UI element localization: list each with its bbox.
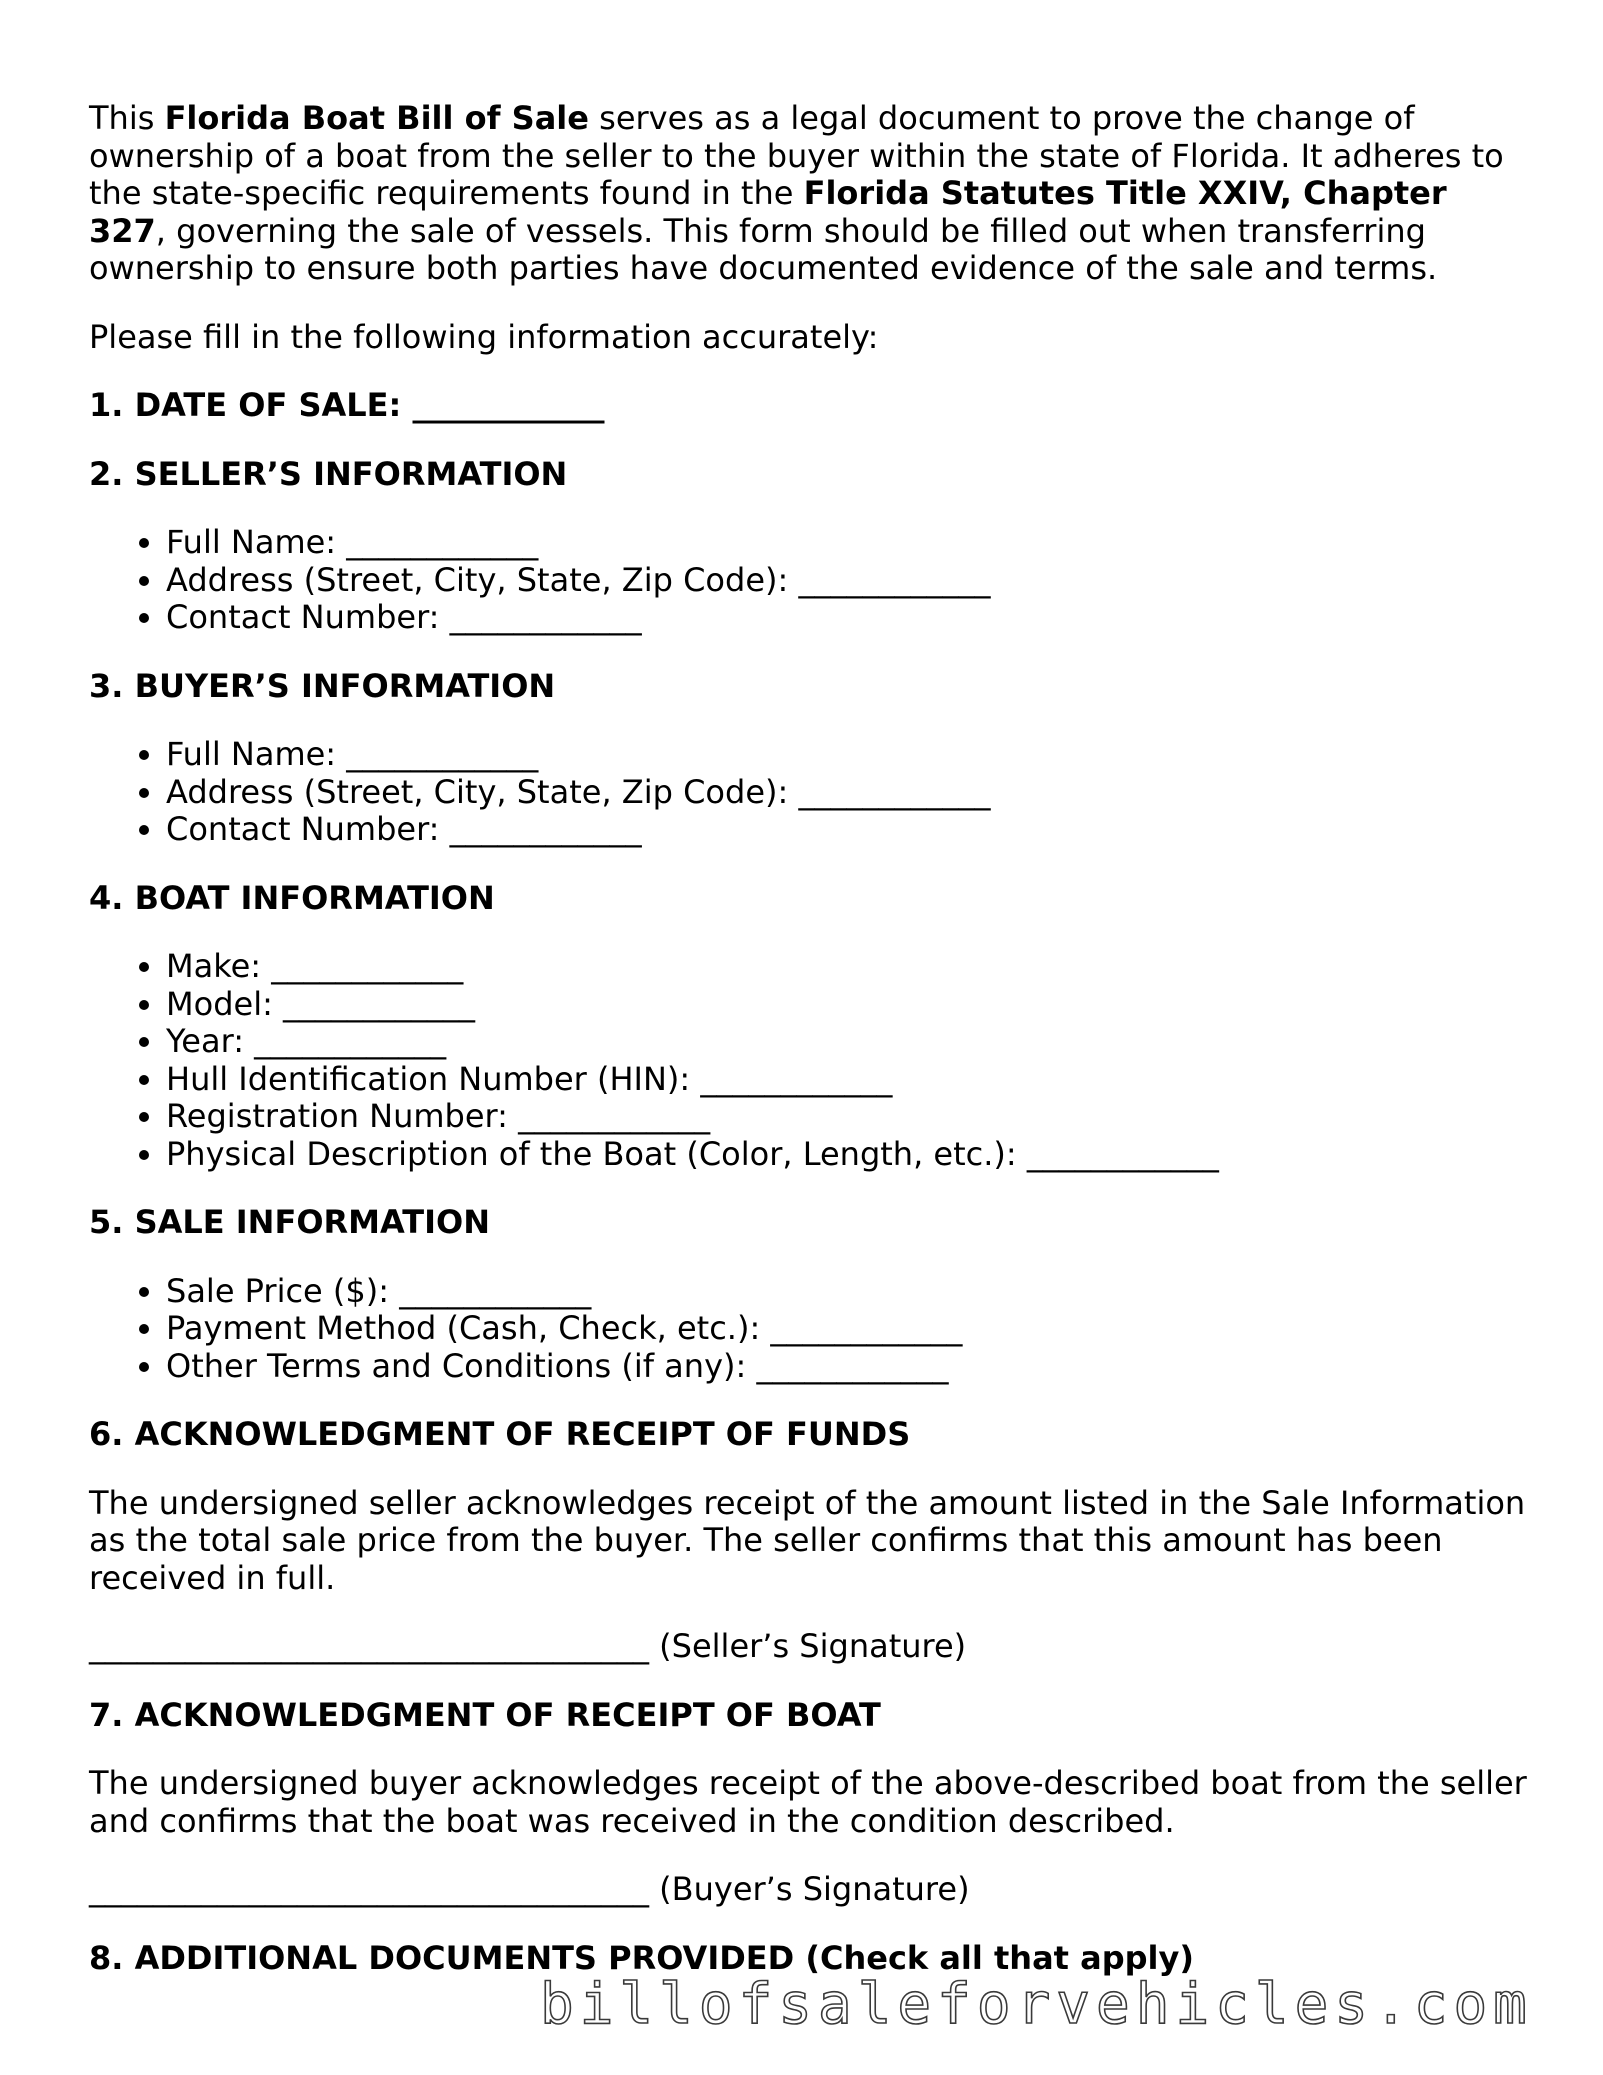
field-label: Address (Street, City, State, Zip Code): <box>166 772 789 811</box>
boat-make-blank[interactable]: ____________ <box>271 947 464 985</box>
intro-text-2: serves as a legal document to prove the change of ownership of a boat from the seller to the buyer within the state of Florida. It adheres to the state-specific requirements found in the <box>89 99 1504 212</box>
buyer-address-blank[interactable]: ____________ <box>798 772 991 811</box>
list-item <box>166 524 1529 562</box>
field-label: Address (Street, City, State, Zip Code): <box>166 560 789 599</box>
field-label: Contact Number: <box>166 810 440 848</box>
boat-registration-blank[interactable]: ____________ <box>518 1097 711 1135</box>
intro-paragraph <box>89 100 1529 288</box>
buyer-signature-blank[interactable]: ___________________________________ <box>89 1870 649 1908</box>
list-item <box>166 1136 1529 1174</box>
list-item <box>166 811 1529 849</box>
field-label: Make: <box>166 947 262 985</box>
other-terms-blank[interactable]: ____________ <box>756 1346 949 1385</box>
field-label: Year: <box>166 1022 244 1060</box>
list-item <box>166 1061 1529 1099</box>
seller-signature-blank[interactable]: ___________________________________ <box>89 1627 649 1665</box>
payment-method-blank[interactable]: ____________ <box>770 1309 963 1347</box>
field-label: Full Name: <box>166 735 337 773</box>
document-page <box>89 100 1529 2008</box>
buyer-contact-blank[interactable]: ____________ <box>449 810 642 848</box>
seller-signature-line <box>89 1628 1529 1666</box>
field-label: Hull Identification Number (HIN): <box>166 1059 691 1098</box>
field-label: Sale Price ($): <box>166 1271 390 1310</box>
boat-fields-list <box>89 948 1529 1173</box>
seller-address-blank[interactable]: ____________ <box>798 560 991 599</box>
buyer-signature-label: (Buyer’s Signature) <box>659 1870 970 1908</box>
list-item <box>166 774 1529 812</box>
sale-price-blank[interactable]: ____________ <box>399 1271 592 1310</box>
list-item <box>166 599 1529 637</box>
seller-full-name-blank[interactable]: ____________ <box>346 523 539 561</box>
funds-acknowledgment-heading: 6. ACKNOWLEDGMENT OF RECEIPT OF FUNDS <box>89 1415 911 1453</box>
funds-acknowledgment-text: The undersigned seller acknowledges receipt of the amount listed in the Sale Information as the total sale price from the buyer. The seller confirms that this amount has been received in full. <box>89 1483 1526 1597</box>
date-of-sale-label: 1. DATE OF SALE: <box>89 386 402 424</box>
boat-description-blank[interactable]: ____________ <box>1026 1134 1219 1173</box>
intro-text-3: , governing the sale of vessels. This form should be filled out when transferring ownership to ensure both parties have documented evidence of the sale and terms. <box>89 211 1438 287</box>
field-label: Contact Number: <box>166 598 440 636</box>
list-item <box>166 1348 1529 1386</box>
boat-receipt-text: The undersigned buyer acknowledges receipt of the above-described boat from the seller and confirms that the boat was received in the condition described. <box>89 1764 1527 1840</box>
boat-hin-blank[interactable]: ____________ <box>700 1059 893 1098</box>
seller-fields-list <box>89 524 1529 637</box>
list-item <box>166 948 1529 986</box>
field-label: Payment Method (Cash, Check, etc.): <box>166 1309 761 1347</box>
intro-text-1: This <box>89 99 165 137</box>
field-label: Model: <box>166 984 273 1023</box>
list-item <box>166 562 1529 600</box>
watermark: billofsaleforvehicles.com <box>540 1972 1533 2037</box>
buyer-signature-line <box>89 1871 1529 1909</box>
instruction-text: Please fill in the following information accurately: <box>89 317 879 356</box>
list-item <box>166 986 1529 1024</box>
buyer-fields-list <box>89 736 1529 849</box>
field-label: Physical Description of the Boat (Color, Length, etc.): <box>166 1134 1017 1173</box>
list-item <box>166 736 1529 774</box>
list-item <box>166 1310 1529 1348</box>
field-label: Full Name: <box>166 523 337 561</box>
list-item <box>166 1023 1529 1061</box>
seller-signature-label: (Seller’s Signature) <box>659 1627 967 1665</box>
list-item <box>166 1098 1529 1136</box>
additional-documents-heading: 8. ADDITIONAL DOCUMENTS PROVIDED (Check all that apply) <box>89 1938 1194 1977</box>
boat-year-blank[interactable]: ____________ <box>254 1022 447 1060</box>
seller-info-heading: 2. SELLER’S INFORMATION <box>89 454 568 493</box>
boat-model-blank[interactable]: ____________ <box>283 984 476 1023</box>
list-item <box>166 1273 1529 1311</box>
sale-info-heading: 5. SALE INFORMATION <box>89 1203 490 1241</box>
date-of-sale-heading <box>89 387 1529 425</box>
intro-bold-title: Florida Boat Bill of Sale <box>164 99 589 137</box>
boat-info-heading: 4. BOAT INFORMATION <box>89 878 495 917</box>
intro-bold-statute: Florida Statutes Title XXIV, Chapter 327 <box>89 174 1447 250</box>
buyer-info-heading: 3. BUYER’S INFORMATION <box>89 666 556 705</box>
field-label: Registration Number: <box>166 1097 508 1135</box>
buyer-full-name-blank[interactable]: ____________ <box>346 735 539 773</box>
sale-fields-list <box>89 1273 1529 1386</box>
boat-receipt-heading: 7. ACKNOWLEDGMENT OF RECEIPT OF BOAT <box>89 1695 881 1734</box>
field-label: Other Terms and Conditions (if any): <box>166 1346 747 1385</box>
date-of-sale-blank[interactable]: ____________ <box>412 386 605 424</box>
seller-contact-blank[interactable]: ____________ <box>449 598 642 636</box>
